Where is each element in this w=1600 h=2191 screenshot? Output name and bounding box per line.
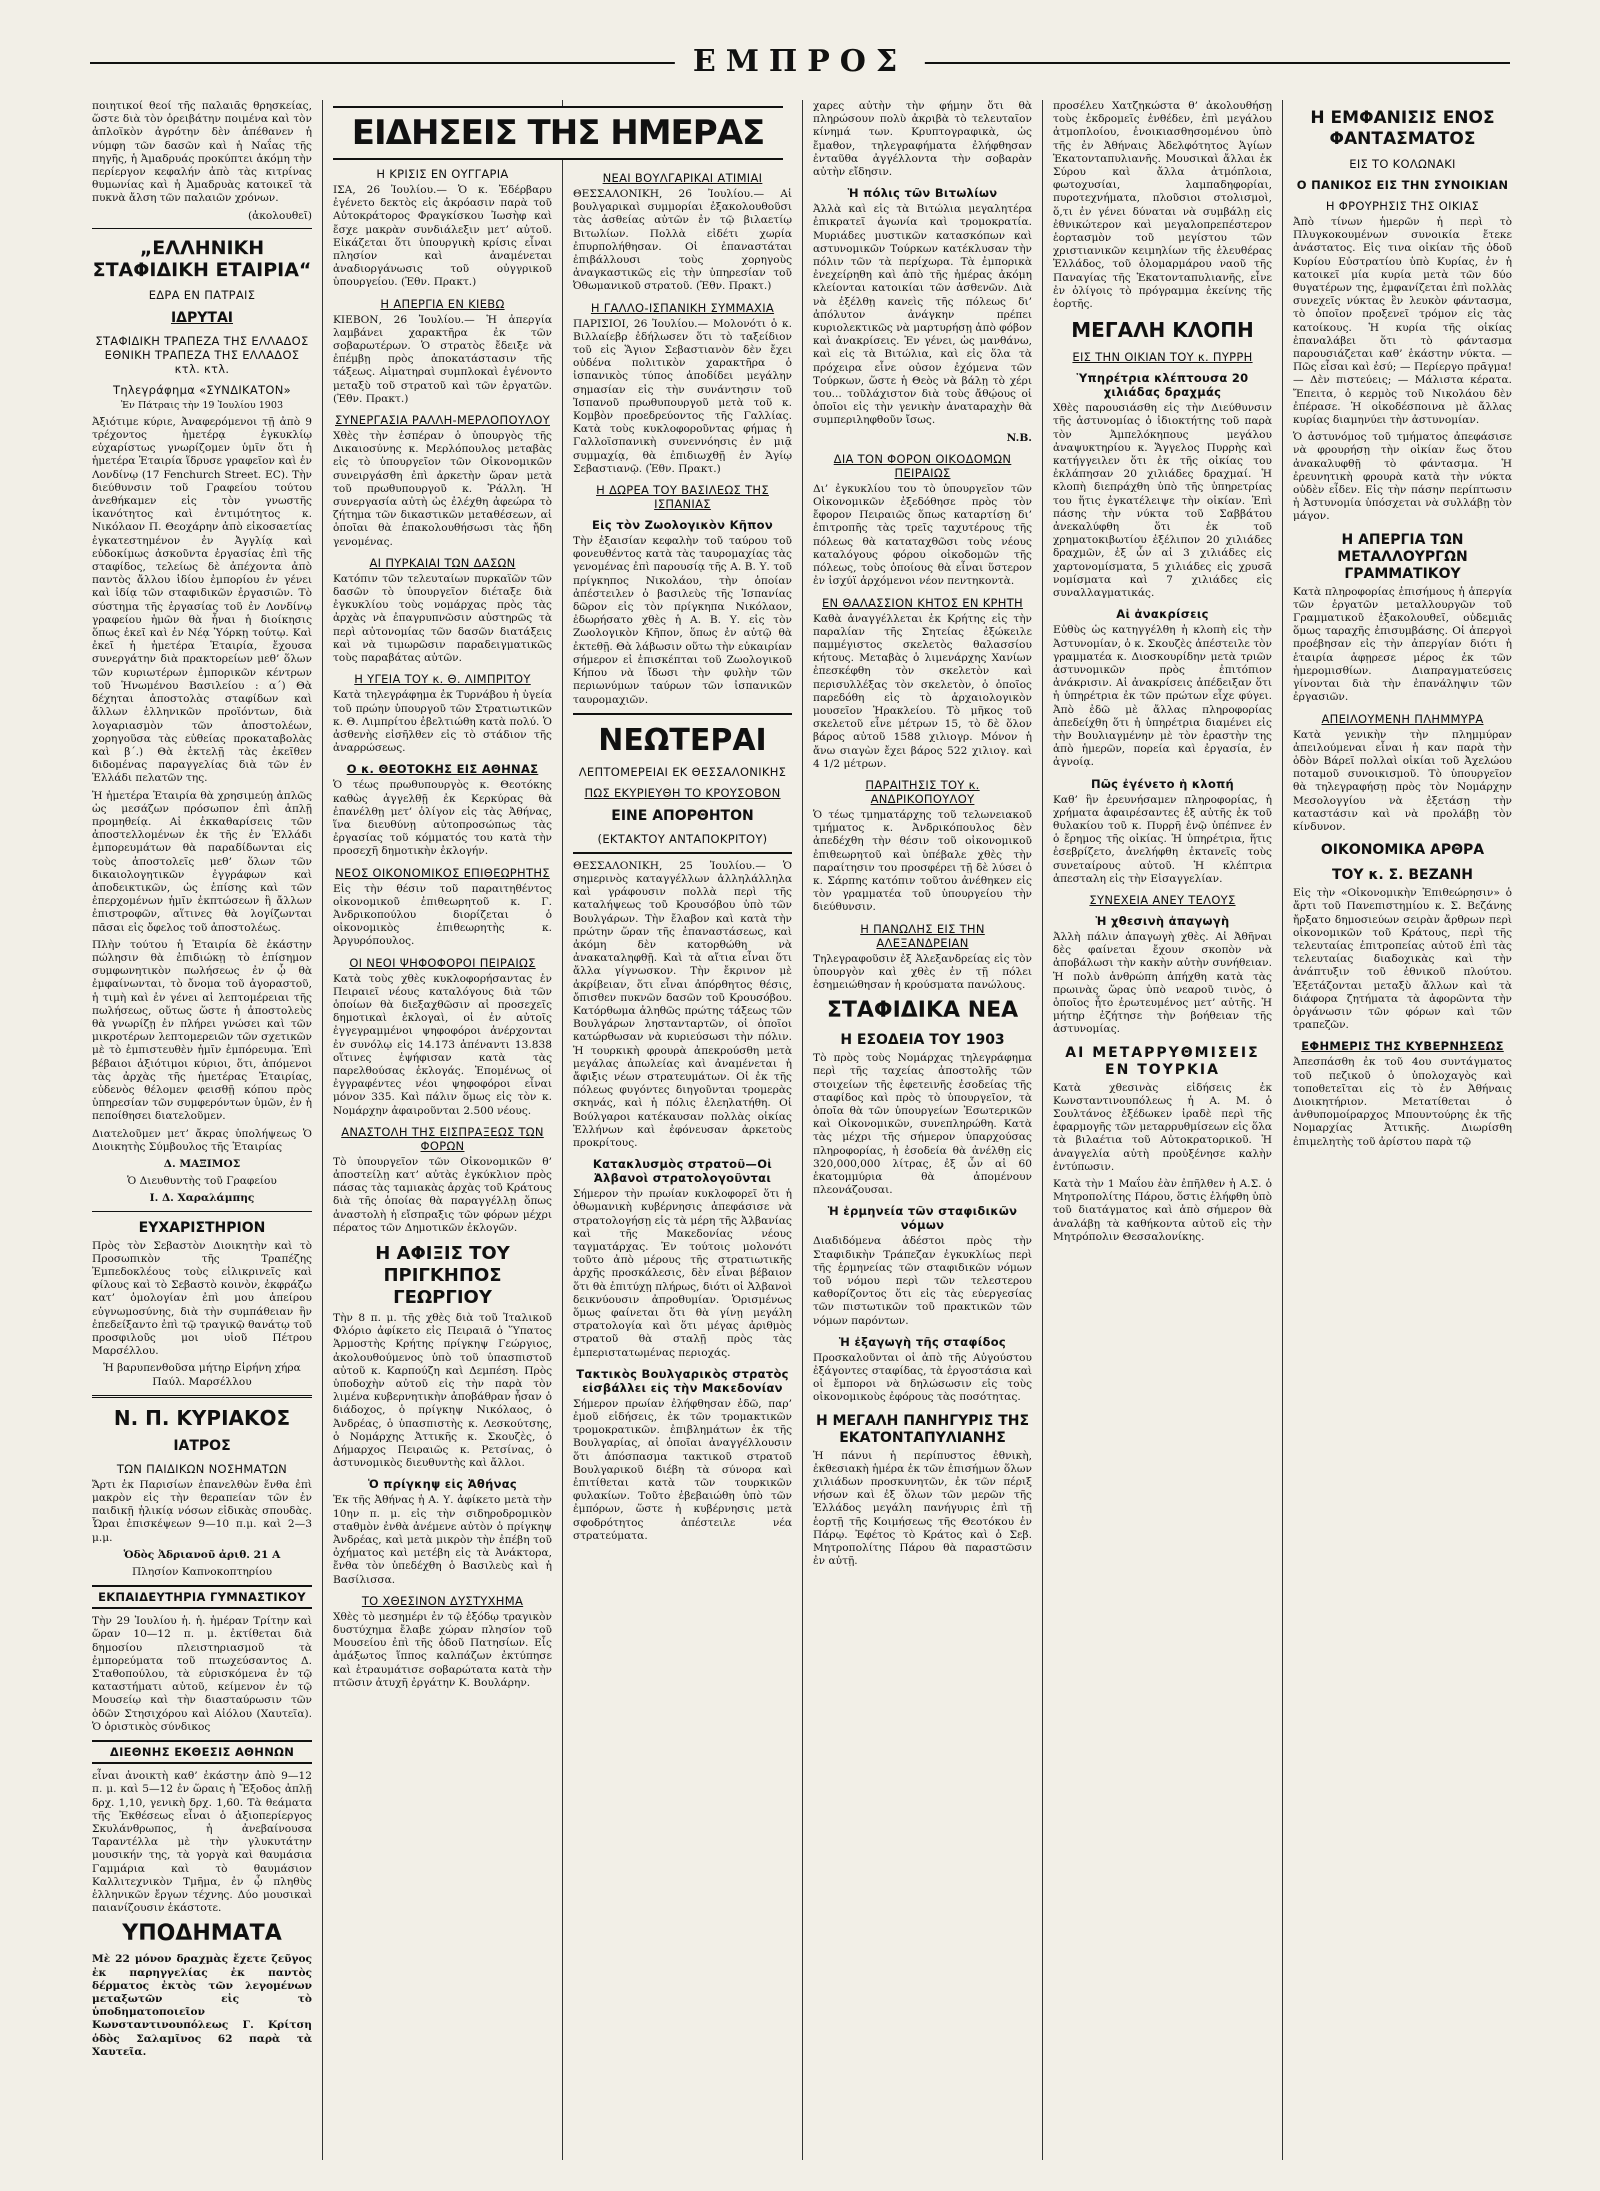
section-body: Καθ’ ἣν ἐρευνήσαμεν πληροφορίας, ἡ χρήματα ἀφαιρέσαντες ἐξ αὐτῆς ἐκ τοῦ θυλακίου τοῦ κ. Πυρρῆ ἐνῷ ὑπέπνεε ἐν ὁ ἔρημος τῆς οἰκίας. Ἡ ὑπηρέτρια, ἥτις ἐσεβρίζετο, ἀνελήφθη ἐκτανεῖς τοὺς συνεταίρους αὐτοῦ. Ἡ κλέπτρια ἀπεσταλη εἰς τὴν Εἰσαγγελίαν. bbox=[1053, 793, 1272, 885]
section-body: Σήμερον τὴν πρωίαν κυκλοφορεῖ ὅτι ἡ ὀθωμανικὴ κυβέρνησις ἀπεφάσισε νὰ στρατολογήσῃ εἰς τὰ μέρη τῆς Ἀλβανίας καὶ τῆς Μακεδονίας νέους ταγματάρχας. Ἐν τούτοις μολονότι τοῦτο ἀπὸ μέρους τῆς στρατιωτικῆς ἀρχῆς προσκάλεσις, δὲν εἶναι βέβαιον ὅτι θὰ ἐπιτύχῃ πλήρως, διότι οἱ Ἀλβανοὶ δεικνύουσιν ἀπροθυμίαν. Ὁρισμένως ὅμως φαίνεται ὅτι θὰ γίνῃ μεγάλη στρατολογία καὶ ὅτι μέγας ἀριθμὸς στρατοῦ θὰ σταλῇ πρὸς τὰς ἐμπεριστατωμένας περιοχάς. bbox=[573, 1188, 792, 1359]
section-subtitle: Τακτικὸς Βουλγαρικὸς στρατὸς εἰσβάλλει εἰς τὴν Μακεδονίαν bbox=[576, 1366, 789, 1395]
section-body: Χθὲς παρουσιάσθη εἰς τὴν Διεύθυνσιν τῆς ἀστυνομίας ὁ ἰδιοκτήτης τοῦ παρὰ τὸν Ἀμπελόκηπους μεγάλου ἀναψυκτηρίου κ. Ἄγγελος Πυρρὴς καὶ κατήγγειλεν ὅτι ἐκ τῆς οἰκίας του ἐκλάπησαν 20 χιλιάδες δραχμαί. Ἡ κλοπὴ διεπράχθη ὑπὸ τῆς ὑπηρετρίας του ἥτις ἐγκατέλειψε τὴν οἰκίαν. Ἐπὶ πάσης τὴν νύκτα τοῦ Σαββάτου ἀνεκαλύφθη ὅτι ἐκ τοῦ χρηματοκιβωτίου ἐξέλιπον 20 χιλιάδες δραχμῶν, ἐξ ὧν αἱ 3 χιλιάδες εἰς χαρτονομίσματα, 5 χιλιάδες εἰς χρυσᾶ νομίσματα καὶ 7 χιλιάδες εἰς συναλλαγματικάς. bbox=[1053, 402, 1272, 600]
divider bbox=[92, 228, 312, 229]
shoes-body: Μὲ 22 μόνον δραχμὰς ἔχετε ζεῦγος ἐκ παρηγγελίας ἐκ παντὸς δέρματος ἐκτὸς τῶν λεγομένων μεταξωτῶν εἰς τὸ ὑποδηματοποιεῖον Κωνσταντινουπόλεως Γ. Κρίτση ὁδὸς Σαλαμῖνος 62 παρὰ τὰ Χαυτεῖα. bbox=[92, 1953, 312, 2058]
continued-note: (ἀκολουθεῖ) bbox=[248, 209, 312, 222]
letter-close: Διατελοῦμεν μετ’ ἄκρας ὑπολήψεως Ὁ Διοικητὴς Σύμβουλος τῆς Ἑταιρίας bbox=[92, 1127, 312, 1153]
section-title: ΝΕΑΙ ΒΟΥΛΓΑΡΙΚΑΙ ΑΤΙΜΙΑΙ bbox=[602, 171, 763, 185]
section-title: ΔΙΑ ΤΟΝ ΦΟΡΟΝ ΟΙΚΟΔΟΜΩΝ ΠΕΙΡΑΙΩΣ bbox=[833, 451, 1012, 480]
section-subtitle: Ο ΠΑΝΙΚΟΣ ΕΙΣ ΤΗΝ ΣΥΝΟΙΚΙΑΝ bbox=[1296, 178, 1509, 192]
section-subtitle: Ἡ ἑρμηνεία τῶν σταφιδικῶν νόμων bbox=[827, 1204, 1018, 1233]
author-initials: N.B. bbox=[1006, 431, 1032, 444]
doctor-address: Ὁδὸς Ἀδριανοῦ ἀριθ. 21 Α bbox=[123, 1548, 281, 1561]
section-body: Εἰς τὴν «Οἰκονομικὴν Ἐπιθεώρησιν» ὁ ἄρτι τοῦ Πανεπιστημίου κ. Σ. Βεζάνης ἤρξατο δημοσιεύων σειρὰν ἄρθρων περὶ οἰκονομικῶν τοῦ Κράτους, περὶ τῆς τελευταίας ἐπιτροπείας αὐτοῦ ἐπὶ τὰς τελευταίας διαδοχικὰς καὶ τὴν ἀνάπτυξιν τοῦ ἐθνικοῦ πλούτου. Ἐξετάζονται μεταξὺ ἄλλων καὶ τὰ διάφορα ζητήματα τὰ ἀφορῶντα τὴν ὀργάνωσιν τῶν φόρων καὶ τῶν τραπεζῶν. bbox=[1293, 887, 1512, 1032]
section-body: Κατὰ τοὺς χθὲς κυκλοφορήσαντας ἐν Πειραιεῖ νέους καταλόγους διὰ τῶν ὁποίων θὰ διεξαχθῶσιν αἱ προσεχεῖς δημοτικαὶ ἐκλογαὶ, οἱ ἐν αὐτοῖς ἐγγεγραμμένοι ψηφοφόροι ἀνέρχονται ἐν συνόλῳ εἰς 14.173 ἀπέναντι 13.838 οἵτινες ἐψήφισαν κατὰ τὰς παρελθούσας ἐκλογάς. Ἐπομένως οἱ ἐγγραφέντες νέοι ψηφοφόροι εἶναι μόνον 335. Καὶ πάλιν ὅμως εἰς τὸν κ. Νομάρχην ἀφαιροῦνται 2.500 νέους. bbox=[333, 972, 552, 1117]
exhibition-body: εἶναι ἀνοικτὴ καθ’ ἑκάστην ἀπὸ 9—12 π. μ. καὶ 5—12 ἐν ὥραις ἡ Ἔξοδος ἀπλῇ δρχ. 1,10, γενικὴ δρχ. 1,60. Τὰ θεάματα τῆς Ἐκθέσεως εἶναι ὁ ἀξιοπερίεργος Σκυλάνθρωπος, ἡ ἀνεβαίνουσα Ταραντέλλα μὲ τὴν γλυκυτάτην μουσικήν της, τὰ γοργὰ καὶ θαυμάσια Γαμμάρια καὶ τὸ θαυμάσιον Καλλιτεχνικὸν Τμῆμα, ἐν ᾧ πληθὺς ἑλληνικῶν ἔργων τέχνης. Δύο μουσικαὶ παιανίζουσιν ἑκάστοτε. bbox=[92, 1770, 312, 1915]
section-body: Σήμερον πρωίαν ἐλήφθησαν ἐδῶ, παρ’ ἐμοῦ εἰδήσεις, ἐκ τῶν τρομακτικῶν τρομοκρατικῶν. ἐπιβλημάτων ἐκ τῆς Βουλγαρίας, αἱ ὁποῖαι ἀναγγέλλουσιν ὅτι ἀπόσπασμα τακτικοῦ στρατοῦ Βουλγαρικοῦ διέβη τὰ σύνορα καὶ ἐπιτίθεται κατὰ τῶν τουρκικῶν φυλακίων. Τοῦτο ἐβεβαιώθη ὑπὸ τῶν ἐμπόρων, ὥστε ἡ κυβέρνησις μετὰ σφοδρότητος ἀπέστειλε νέα στρατεύματα. bbox=[573, 1397, 792, 1542]
section-body: Προσκαλοῦνται οἱ ἀπὸ τῆς Αὐγούστου ἐξάγοντες σταφίδας, τὰ ἐργοστάσια καὶ οἱ ἔμποροι νὰ δηλώσωσιν εἰς τοὺς οἰκονομικοὺς ἐφόρους τὰς ποσότητας. bbox=[813, 1351, 1032, 1404]
latest-news-subtitle: ΛΕΠΤΟΜΕΡΕΙΑΙ ΕΚ ΘΕΣΣΑΛΟΝΙΚΗΣ bbox=[578, 764, 787, 779]
section-body: Ἀλλὴ πάλιν ἀπαγωγὴ χθὲς. Αἱ Ἀθῆναι δὲς φαίνεται ἔχουν σκοπὸν νὰ ἀποβάλωσι τὴν κακὴν αὐτὴν συνήθειαν. Ἡ πολὺ ἀνθρώπη ἀπήχθη κατὰ τὰς πρωινὰς ὥρας ὑπὸ νεαροῦ τινὸς, ὁ ὁποῖος ἦτο ἐρωτευμένος μετ’ αὐτῆς. Ἡ μήτηρ ἐζήτησε τὴν βοήθειαν τῆς ἀστυνομίας. bbox=[1053, 930, 1272, 1036]
main-headline: ΕΙΔΗΣΕΙΣ ΤΗΣ ΗΜΕΡΑΣ bbox=[333, 106, 783, 160]
section-body: Κατὰ γενικὴν τὴν πλημμύραν ἀπειλούμεναι εἶναι ἡ καν παρὰ τὴν ὁδὸν Βάρεῖ πολλαὶ οἰκίαι τοῦ Ἀχελώου ποταμοῦ συνοικισμοῦ. Τὸ ὑπουργεῖον θὰ τηλεγραφήσῃ πρὸς τὸν Νομάρχην Μεσολογγίου νὰ ἐξετάσῃ τὴν καταστάσιν καὶ νὰ προλάβῃ τὸν κίνδυνον. bbox=[1293, 728, 1512, 833]
doctor-name: Ν. Π. ΚΥΡΙΑΚΟΣ bbox=[113, 1405, 291, 1430]
column-3 bbox=[562, 100, 802, 2160]
section-subtitle: Ἡ πόλις τῶν Βιτωλίων bbox=[847, 186, 998, 201]
auction-title: ΕΚΠΑΙΔΕΥΤΗΡΙΑ ΓΥΜΝΑΣΤΙΚΟΥ bbox=[92, 1585, 312, 1609]
signer-2-role: Ὁ Διευθυντὴς τοῦ Γραφείου bbox=[127, 1175, 277, 1188]
latest-news-title: ΝΕΩΤΕΡΑΙ bbox=[598, 722, 767, 758]
latest-news-source: (ΕΚΤΑΚΤΟΥ ΑΝΤΑΠΟΚΡΙΤΟΥ) bbox=[597, 831, 768, 846]
section-body: Κατὰ τηλεγράφημα ἐκ Τυρνάβου ἡ ὑγεία τοῦ πρώην ὑπουργοῦ τῶν Στρατιωτικῶν κ. Θ. Λιμπρίτου ἐβελτιώθη κατὰ πολύ. Ὁ ἀσθενὴς εἰσῆλθεν εἰς τὸ στάδιον τῆς ἀναρρώσεως. bbox=[333, 689, 552, 755]
telegram-title: Τηλεγράφημα «ΣΥΝΔΙΚΑΤΟΝ» bbox=[113, 382, 291, 397]
latest-news-subtitle: ΕΙΝΕ ΑΠΟΡΘΗΤΟΝ bbox=[611, 807, 754, 824]
section-body: Ἡ πάνυι ἡ περίπυστος ἐθνικὴ, ἐκθεσιακὴ ἡμέρα ἐκ τῶν ἐπισήμων ὅλων χιλιάδων προσκυνητῶν, ἐκ τῶν πέριξ νήσων καὶ ἐξ ὅλων τῶν μερῶν τῆς Ἑλλάδος μεγάλη πανήγυρις ἐπὶ τῇ ἑορτῇ τῆς Κοιμήσεως τῆς Θεοτόκου ἐν Πάρῳ. Ἐφέτος τὸ Κράτος καὶ ὁ Σεβ. Μητροπολίτης Πάρου θὰ παραστῶσιν ἐν αὐτῇ. bbox=[813, 1449, 1032, 1568]
section-title: ΕΦΗΜΕΡΙΣ ΤΗΣ ΚΥΒΕΡΝΗΣΕΩΣ bbox=[1301, 1039, 1504, 1054]
column-4 bbox=[802, 100, 1042, 2160]
section-title: ΟΙΚΟΝΟΜΙΚΑ ΑΡΘΡΑ bbox=[1320, 842, 1485, 859]
doctor-specialty: ΤΩΝ ΠΑΙΔΙΚΩΝ ΝΟΣΗΜΑΤΩΝ bbox=[116, 1461, 288, 1476]
letter-body: Ἀξιότιμε κύριε, Ἀναφερόμενοι τῇ ἀπὸ 9 τρέχοντος ἡμετέρᾳ ἐγκυκλίῳ εὐχαρίστως γνωρίζομεν ὑμῖν ὅτι ἡ ἡμετέρα Ἑταιρία ἵδρυσε γραφεῖον καὶ ἐν Λονδίνῳ (17 Fenchurch Street. EC). Τὴν διεύθυνσιν τοῦ Γραφείου τούτου ἀνεθήκαμεν εἰς τὸν γνωστῆς ἱκανότητος καὶ ἐντιμότητος κ. Νικόλαον Π. Θεοχάρην ἀπὸ εἰκοσαετίας ἐγκατεστημένον ἐν Ἀγγλίᾳ καὶ εὐδοκίμως ἀσκοῦντα ἐργασίας ἐπὶ τῆς σταφίδος, τελείως δὲ ἀπέχοντα ἀπὸ παντὸς ἄλλου ἰδίου ἐμπορίου ἐν γένει καὶ ἰδίᾳ τῶν σταφιδικῶν ἐργασιῶν. Τὸ σύστημα τῆς ἐργασίας τοῦ ἐν Λονδίνῳ γραφείου ἡμῶν θὰ ἦναι ἡ διοίκησις ὅπως ἐκεῖ καὶ ἐν Νέᾳ Ὑόρκῃ τούτῳ. Καὶ ἐκεῖ ἡ ἡμετέρα Ἑταιρία, ἔχουσα συνεργάτην διὰ πρακτορείων μεθ’ ὅλων τῶν κυριωτέρων ἐμπορικῶν κέντρων τοῦ Ἡνωμένου Βασιλείου : α΄) Θὰ δέχηται ἀποστολὰς σταφίδων καὶ ἄλλων ἑλληνικῶν προϊόντων, διὰ λογαριασμὸν τῶν ἀποστολέων, χορηγοῦσα τὰς εὐθείας προκαταβολὰς καὶ β΄.) Θὰ ἐκτελῇ τὰς ἐκεῖθεν διδομένας παραγγελίας διὰ τῶν ἐν Ἑλλάδι πελατῶν της. bbox=[92, 415, 312, 785]
telegram-date: Ἐν Πάτραις τὴν 19 Ἰουλίου 1903 bbox=[120, 399, 284, 411]
section-subtitle: Πῶς ἐγένετο ἡ κλοπή bbox=[1090, 776, 1235, 791]
divider bbox=[92, 1211, 312, 1212]
section-body: Εὐθὺς ὡς κατηγγέλθη ἡ κλοπὴ εἰς τὴν Ἀστυνομίαν, ὁ κ. Σκουζὲς ἀπέστειλε τὸν γραμματέα κ. Διοσκουρίδην μετὰ τριῶν ἀστυνομικῶν πρὸς ἐπιτόπιον ἀνάκρισιν. Αἱ ἀνακρίσεις ἀπέδειξαν ὅτι ἡ ὑπηρέτρια ἐκ τῶν πρώτων εἶχε φύγει. Ἀπὸ ἐδῶ μὲ ἄλλας πληροφορίας ἀπεδείχθη ὅτι ἡ ὑπηρέτρια διαμένει εἰς τὴν Βουλιαγμένην μὲ τὸν ἐραστὴν της ἀπὸ ἡμερῶν, πορεία καὶ ἐργασία, ἐν ἀγνοίᾳ. bbox=[1053, 624, 1272, 769]
section-title: ΣΤΑΦΙΔΙΚΑ ΝΕΑ bbox=[826, 998, 1019, 1024]
section-title: ΣΥΝΕΧΕΙΑ ΑΝΕΥ ΤΕΛΟΥΣ bbox=[1089, 892, 1236, 907]
masthead bbox=[90, 38, 1510, 98]
section-title: ΤΟ ΧΘΕΣΙΝΟΝ ΔΥΣΤΥΧΗΜΑ bbox=[361, 1593, 524, 1608]
section-body: Δι’ ἐγκυκλίου του τὸ ὑπουργεῖον τῶν Οἰκονομικῶν ἐξεδόθησε πρὸς τὸν ἔφορον Πειραιῶς ὅπως καταρτίσῃ δι’ ἐπιτροπῆς τὰς τρεῖς ταχυτέρους τῆς πόλεως θὰ καταταχθῶσι τοὺς νέους καταλόγους φόρου οἰκοδομῶν τῆς πόλεως, τοὺς ὁποίους θὰ εἶναι ὕστερον ἐν ἰσχύϊ ἀρχόμενοι νέον πεντηκοντὰ. bbox=[813, 482, 1032, 588]
section-title: Η ΑΠΕΡΓΙΑ ΕΝ ΚΙΕΒΩ bbox=[380, 296, 505, 311]
divider bbox=[92, 1395, 312, 1398]
section-body: ΙΣΑ, 26 Ἰουλίου.— Ὁ κ. Ἐδέρβαρυ ἐγένετο δεκτὸς εἰς ἀκρόασιν παρὰ τοῦ Αὐτοκράτορος Φραγκίσκου Ἰωσὴφ καὶ ἔσχε μακρὰν συνδιάλεξιν μετ’ αὐτοῦ. Εἰκάζεται ὅτι ὑπουργικὴ κρίσις εἶναι πλησίον καὶ ἀναμένεται ἀναδιοργάνωσις τοῦ οὐγγρικοῦ ὑπουργείου. (Ἐθν. Πρακτ.) bbox=[333, 184, 552, 289]
section-title: ΣΥΝΕΡΓΑΣΙΑ ΡΑΛΛΗ-ΜΕΡΛΟΠΟΥΛΟΥ bbox=[335, 413, 550, 428]
section-title: ΝΕΟΣ ΟΙΚΟΝΟΜΙΚΟΣ ΕΠΙΘΕΩΡΗΤΗΣ bbox=[335, 865, 550, 880]
company-seat: ΕΔΡΑ ΕΝ ΠΑΤΡΑΙΣ bbox=[148, 287, 256, 302]
latest-news-box bbox=[573, 713, 792, 854]
exhibition-title: ΔΙΕΘΝΗΣ ΕΚΘΕΣΙΣ ΑΘΗΝΩΝ bbox=[92, 1740, 312, 1764]
columns bbox=[82, 100, 1522, 2160]
section-body: ΘΕΣΣΑΛΟΝΙΚΗ, 25 Ἰουλίου.— Ὁ σημερινὸς καταγγέλλων ἀλληλάλληλα καὶ γράφουσιν πολλὰ περὶ τῆς καταλήψεως τοῦ Κρουσόβου ὑπὸ τῶν Βουλγάρων. Τὴν ἔλαβον καὶ κατὰ τὴν πρώτην ὥραν τῆς ἐπαναστάσεως, καὶ ἀκόμη δὲν κατορθώθη νὰ ἀνακαταληφθῇ. Καὶ τὰ αἴτια εἶναι ὅτι ἄλλα γίγνωσκον. Τὴν ἔκρινον μὲ ἀκρίβειαν, ὅτι εἶναι ἀπόρθητος θέσις, ὄπισθεν πυκνῶν δασῶν τοῦ Κρουσόβου. Κατόρθωμα ἀληθῶς πρώτης τάξεως τῶν Βουλγάρων ληστανταρτῶν, οἱ ὁποῖοι κατώρθωσαν νὰ κυριεύσωσι τὴν πόλιν. Ἡ τουρκικὴ φρουρὰ ἀπεκρούσθη μετὰ μεγάλας ἀπωλείας καὶ ἀναμένεται ἡ ἄφιξις νέων στρατευμάτων. Οἱ ἐκ τῆς πόλεως φυγόντες διηγοῦνται τρομερὰς σκηνάς, καὶ ἡ πόλις ἐλεηλατήθη. Οἱ Βούλγαροι κατέκαυσαν πολλὰς οἰκίας Ἑλλήνων καὶ ἐφόνευσαν ἀρκετοὺς προκρίτους. bbox=[573, 859, 792, 1149]
section-title: Η ΚΡΙΣΙΣ ΕΝ ΟΥΓΓΑΡΙΑ bbox=[376, 167, 509, 181]
section-body: Τὴν ἐξαισίαν κεφαλὴν τοῦ ταύρου τοῦ φονευθέντος κατὰ τὰς ταυρομαχίας τὰς γενομένας ἐπὶ παρουσίᾳ τῆς Α. Β. Υ. τοῦ πρίγκηπος Νικολάου, τὴν ὁποίαν ἀπέστειλεν ὁ βασιλεὺς τῆς Ἰσπανίας δῶρον εἰς τὸν πρίγκηπα Νικόλαον, ἐδωρήσατο χθὲς ἡ Α. Β. Υ. εἰς τὸν Ζωολογικὸν Κῆπον, ὅπως ἐν αὐτῷ θὰ ἐκτεθῇ. Θὰ λάβωσιν οὕτω τὴν εὐκαιρίαν σήμερον εἰ ἐπισκέπται τοῦ Ζωολογικοῦ Κήπου νὰ ἴδωσι τὴν φυλὴν τῶν περιωνύμων ταύρων τῶν ἰσπανικῶν ταυρομαχιῶν. bbox=[573, 535, 792, 706]
section-title: ΕΝ ΘΑΛΑΣΣΙΟΝ ΚΗΤΟΣ ΕΝ ΚΡΗΤΗ bbox=[821, 595, 1024, 610]
section-body: Κατὰ χθεσινὰς εἰδήσεις ἐκ Κωνσταντινουπόλεως ἡ Α. Μ. ὁ Σουλτάνος ἐξέδωκεν ἰραδὲ περὶ τῆς ἐφαρμογῆς τῶν μεταρρυθμίσεων εἰς ὅλα τὰ βιλαέτια τοῦ Αὐτοκρατορικοῦ. Ἡ ἀναγγελία αὐτὴ προὐξένησε καλὴν ἐντύπωσιν. bbox=[1053, 1081, 1272, 1173]
section-body: ΚΙΕΒΟΝ, 26 Ἰουλίου.— Ἡ ἀπεργία λαμβάνει χαρακτῆρα ἐκ τῶν σοβαρωτέρων. Ὁ στρατὸς ἔδειξε νὰ ἐπέμβῃ πρὸς ἀποκατάστασιν τῆς τάξεως. Αἱματηραὶ συμπλοκαὶ ἐγένοντο μεταξὺ τοῦ στρατοῦ καὶ τῶν ἐργατῶν. (Ἐθν. Πρακτ.) bbox=[333, 313, 552, 405]
section-subtitle: Η ΦΡΟΥΡΗΣΙΣ ΤΗΣ ΟΙΚΙΑΣ bbox=[1325, 199, 1480, 213]
section-subtitle: Κατακλυσμὸς στρατοῦ—Οἱ Ἀλβανοὶ στρατολογοῦνται bbox=[592, 1157, 773, 1186]
section-title: Η ΠΑΝΩΛΗΣ ΕΙΣ ΤΗΝ ΑΛΕΞΑΝΔΡΕΙΑΝ bbox=[860, 921, 985, 950]
doctor-body: Ἄρτι ἐκ Παρισίων ἐπανελθὼν ἔνθα ἐπὶ μακρὸν εἰς τὴν θεραπείαν τῶν ἐν παιδικῇ ἡλικίᾳ νόσων εἰδικὰς σπουδὰς. Ὧραι ἐπισκέψεων 9—10 π.μ. καὶ 2—3 μ.μ. bbox=[92, 1478, 312, 1544]
section-title: Η ΥΓΕΙΑ ΤΟΥ κ. Θ. ΛΙΜΠΡΙΤΟΥ bbox=[354, 672, 531, 687]
masthead-title: ΕΜΠΡΟΣ bbox=[675, 44, 925, 79]
latest-news-subtitle: ΠΩΣ ΕΚΥΡΙΕΥΘΗ ΤΟ ΚΡΟΥΣΟΒΟΝ bbox=[584, 785, 781, 800]
section-body: Εἰς τὴν θέσιν τοῦ παραιτηθέντος οἰκονομικοῦ ἐπιθεωρητοῦ κ. Γ. Ἀνδρικοπούλου διορίζεται ὁ οἰκονομικὸς ἐπιθεωρητὴς κ. Ἀργυρόπουλος. bbox=[333, 882, 552, 948]
section-title: Η ΜΕΓΑΛΗ ΠΑΝΗΓΥΡΙΣ ΤΗΣ ΕΚΑΤΟΝΤΑΠΥΛΙΑΝΗΣ bbox=[815, 1412, 1030, 1446]
section-subtitle: Ὁ πρίγκηψ εἰς Ἀθήνας bbox=[367, 1477, 518, 1492]
section-title: ΑΠΕΙΛΟΥΜΕΝΗ ΠΛΗΜΜΥΡΑ bbox=[1321, 711, 1484, 726]
section-title: Η ΓΑΛΛΟ-ΙΣΠΑΝΙΚΗ ΣΥΜΜΑΧΙΑ bbox=[590, 300, 775, 315]
founders-title: ΙΔΡΥΤΑΙ bbox=[170, 309, 234, 326]
section-body: Ὁ τέως τμηματάρχης τοῦ τελωνειακοῦ τμήματος κ. Ἀνδρικόπουλος δὲν ἀπεδέχθη τὴν θέσιν τοῦ οἰκονομικοῦ ἐπιθεωρητοῦ καὶ ὑπέβαλε χθὲς τὴν παραίτησιν του προσφέρει τῇ δὲ λύσει ὁ κ. Σάρπης κατόπιν τοῦτου ἀνέθηκεν εἰς τὸν γραμματέα τοῦ ὑπουργείου τὴν διεύθυνσιν. bbox=[813, 808, 1032, 914]
section-body: Καθὰ ἀναγγέλλεται ἐκ Κρήτης εἰς τὴν παραλίαν τῆς Σητείας ἐξώκειλε παμμέγιστος σκελετὸς θαλασσίου κήτους. Μεταβὰς ὁ λιμενάρχης Χανίων ἐπεσκέφθη τὸν σκελετὸν καὶ περισυλλέξας τὸν σκελετὸν, ὁ ὁποῖος παρεδόθη εἰς τὸ ἀρχαιολογικὸν μουσεῖον Ἡρακλείου. Τὸ μῆκος τοῦ σκελετοῦ εἶνε μέτρων 15, τὸ δὲ ὅλον βάρος αὐτοῦ 1588 χιλιογρ. Μόνον ἡ ἄνω σιαγὼν ἔχει βάρος 522 χιλιογ. καὶ 4 1/2 μέτρων. bbox=[813, 612, 1032, 770]
section-body: χαρες αὐτὴν τὴν φήμην ὅτι θὰ πληρώσουν πολὺ ἀκριβὰ τὸ τελευταῖον κίνημά των. Κρυπτογραφικὰ, ὡς ἔμαθον, τηλεγραφήματα ἐλήφθησαν ἐνταῦθα ἀγγέλλοντα τὴν σοβαρὰν αὐτὴν εἴδησιν. bbox=[813, 100, 1032, 179]
column-5 bbox=[1042, 100, 1282, 2160]
thanks-title: ΕΥΧΑΡΙΣΤΗΡΙΟΝ bbox=[138, 1219, 266, 1236]
section-subtitle: Ἡ ἐξαγωγὴ τῆς σταφίδος bbox=[838, 1334, 1007, 1349]
section-body: προσέλευ Χατζηκώστα θ’ ἀκολουθήσῃ τοὺς ἐκδρομεῖς ἐνθέδεν, ἐπὶ μεγάλου ἀτμοπλοίου, ἐνοικιασθησομένου ὑπὸ τῆς ἐν Ἀθήναις Ἀδελφότητος Ἁγίων Ἑκατονταπυλιανῆς. Μουσικαὶ ἄλλαι ἐκ Σύρου καὶ ἄλλα ἀτμόπλοια, φωτοχυσίαι, λαμπαδηφορίαι, πυροτεχνήματα, πλοῦσιοι στολισμοὶ, ὅ,τι ἐν γένει δύναται νὰ συμβάλῃ εἰς ἐθνικώτερον καὶ μεγαλοπρεπέστερον ἑορτασμὸν τοῦ μεγίστου τῶν χριστιανικῶν κειμηλίων τῆς ἐλευθέρας Ἑλλάδος, τοῦ ὁλομαρμάρου ναοῦ τῆς Παναγίας τῆς Ἑκατονταπυλιανῆς, εἶνε ἐν ὀλίγοις τὸ πρόγραμμα ἐκείνης τῆς ἑορτῆς. bbox=[1053, 100, 1272, 311]
section-title: Η ΔΩΡΕΑ ΤΟΥ ΒΑΣΙΛΕΩΣ ΤΗΣ ΙΣΠΑΝΙΑΣ bbox=[596, 483, 769, 512]
section-body: Ὁ τέως πρωθυπουργὸς κ. Θεοτόκης καθὼς ἀγγελθῇ ἐκ Κερκύρας θὰ ἐπανέλθῃ μετ’ ὀλίγον εἰς τὰς Ἀθήνας, ἵνα διευθύνῃ αὐτοπροσώπως τὰς ἐργασίας τοῦ κόμματός του κατὰ τὴν προσεχῆ δημοτικὴν ἐκλογήν. bbox=[333, 779, 552, 858]
doctor-address-2: Πλησίον Καπνοκοπτηρίου bbox=[131, 1566, 273, 1579]
section-body: Τὸ πρὸς τοὺς Νομάρχας τηλεγράφημα περὶ τῆς ταχείας ἀποστολῆς τῶν στοιχείων τῆς ἐφετεινῆς ἐσοδείας τῆς σταφίδος καὶ πρὸς τὸ ὑπουργεῖον, τὰ ὁποῖα θὰ τῶν ὑπουργείων Ἐσωτερικῶν καὶ Οἰκονομικῶν, συνεπληρώθη. Κατὰ τὰς μέχρι τῆς σήμερον ὑπαρχούσας πληροφορίας, ἡ ἐσοδεία θὰ ἀνέλθῃ εἰς 320,000,000 λίτρας, ἐξ ὧν αἱ 60 ἑκατομμύρια θὰ ἀπομένουν πλεονάζουσαι. bbox=[813, 1052, 1032, 1197]
auction-body: Τὴν 29 Ἰουλίου ἡ. ἡ. ἡμέραν Τρίτην καὶ ὥραν 10—12 π. μ. ἐκτίθεται διὰ δημοσίου πλειστηριασμοῦ τὰ ἐμπορεύματα τοῦ πτωχεύσαντος Δ. Σταθοπούλου, τὰ εὑρισκόμενα ἐν τῷ καταστήματι αὐτοῦ, κείμενον ἐν τῷ Μουσείῳ καὶ τὴν διασταύρωσιν τῶν ὁδῶν Στησιχόρου καὶ Αἰόλου (Χαυτεῖα). Ὁ ὁριστικὸς σύνδικος bbox=[92, 1615, 312, 1733]
section-body: Ἀπεσπάσθη ἐκ τοῦ 4ου συντάγματος τοῦ πεζικοῦ ὁ ὑπολοχαγὸς καὶ τοποθετεῖται εἰς τὸ ἐν Ἀθήναις Διοικητήριον. Μετατίθεται ὁ ἀνθυπομοίραρχος Μπουντούρης ἐκ τῆς Νομαρχίας Ἀττικῆς. Διωρίσθη ἐπιμελητὴς τοῦ ἀρίστου παρὰ τῷ bbox=[1293, 1056, 1512, 1148]
section-title: ΠΑΡΑΙΤΗΣΙΣ ΤΟΥ κ. ΑΝΔΡΙΚΟΠΟΥΛΟΥ bbox=[865, 777, 980, 806]
section-body: Ἐκ τῆς Ἀθήνας ἡ Α. Υ. ἀφίκετο μετὰ τὴν 10ην π. μ. εἰς τὴν σιδηροδρομικὸν σταθμὸν ἐνθὰ ἀνέμενε αὐτὸν ὁ πρίγκηψ Ἀνδρέας, καὶ μετὰ μικρὸν τὴν ἐπέβη τοῦ ὀχήματος καὶ μετέβη εἰς τὰ Ἀνάκτορα, ἔνθα τὸν ὑπεδέχθη ὁ Βασιλεὺς καὶ ἡ Βασίλισσα. bbox=[333, 1494, 552, 1586]
letter-body-2: Ἡ ἡμετέρα Ἑταιρία θὰ χρησιμεύῃ ἁπλῶς ὡς μεσάζων πρόσωπον ἐπὶ ἁπλῇ προμηθείᾳ. Αἱ ἐκκαθαρίσεις τῶν ἀποστελλομένων ἐκ τῆς ἐν Ἑλλάδι ἐμπορευμάτων θὰ παραδίδωνται εἰς τοὺς ἀποστολεῖς μεθ’ ὅλων τῶν δικαιολογητικῶν ἐγγράφων καὶ ἀποδεικτικῶν, ὡς ἐπίσης καὶ τῶν ἐπερχομένων ἡμῖν ἐκπτώσεων ἢ ἄλλων ἐπιστροφῶν, αἵτινες θὰ λογίζωνται πᾶσαι εἰς ὄφελος τοῦ ἀποστολέως. bbox=[92, 789, 312, 934]
column-1 bbox=[82, 100, 322, 2160]
section-title: Ο κ. ΘΕΟΤΟΚΗΣ ΕΙΣ ΑΘΗΝΑΣ bbox=[346, 762, 539, 777]
section-body: Ἀλλὰ καὶ εἰς τὰ Βιτώλια μεγαλητέρα ἐπικρατεῖ ἀγωνία καὶ τρομοκρατία. Μυριάδες μυστικῶν κατασκόπων καὶ αστυνομικῶν Τούρκων κατέκλυσαν τὴν πόλιν τῶν τὰ περίχωρα. Τὰ ἐμπορικὰ ἐνεχείρηθη καὶ ἀπὸ τῆς ἡμέρας ἀκόμη κλείονται κατοικίαι τῶν ἀσθενῶν. Διὰ νὰ ἐξέλθῃ κανεὶς τῆς πόλεως δι’ ἀπόλυτον ἀνάγκην πρέπει κυριολεκτικῶς νὰ μαρτυρήσῃ ἀπὸ φόβον καὶ ἀνακρίσεις. Ἐν γένει, ὡς μανθάνω, καὶ εἰς τὰ Βιτώλια, καὶ εἰς ὅλα τὰ πρόχειρα εἶνε οὐσον ἐχόμενα τῶν Τούρκων, ὥστε ἡ Θεὸς νὰ βάλῃ τὸ χέρι του... τοῦλάχιστον διὰ τοὺς ἄθῴους οἱ ὁποῖοι εἰς τὴν γενικὴν ἀναταραχὴν θὰ συμπεριληφθοῦν ἴσως. bbox=[813, 203, 1032, 427]
section-body: Κατὰ πληροφορίας ἐπισήμους ἡ ἀπεργία τῶν ἐργατῶν μεταλλουργῶν τοῦ Γραμματικοῦ ἐξακολουθεῖ, οὐδεμιᾶς ὅμως ταραχῆς ἐπισυμβάσης. Οἱ ἀπεργοὶ προέβησαν εἰς τὴν ἀπεργίαν διότι ἡ ἑταιρία ἀφῃρεσε μέρος ἐκ τῶν ἡμερομισθίων. Διαπραγματεύσεις γίνονται διὰ τὴν ἐπανάληψιν τῶν ἐργασιῶν. bbox=[1293, 585, 1512, 704]
section-subtitle: Αἱ ἀνακρίσεις bbox=[1116, 607, 1209, 622]
section-body: Τὴν 8 π. μ. τῆς χθὲς διὰ τοῦ Ἰταλικοῦ Φλόριο ἀφίκετο εἰς Πειραιᾶ ὁ Ὕπατος Ἁρμοστὴς Κρήτης πρίγκηψ Γεώργιος, ἀκολουθούμενος ὑπὸ τοῦ ὑπασπιστοῦ αὐτοῦ κ. Καρπούζη καὶ Δεμπέση. Πρὸς ὑποδοχὴν αὐτοῦ εἰς τὴν παρὰ τὸν λιμένα κυβερνητικὴν ἀποβάθραν ἦσαν ὁ διάδοχος, ὁ πρίγκηψ Νικόλαος, ὁ Ἀνδρέας, ὁ ὑπασπιστὴς κ. Λεσκούτσης, ὁ Νομάρχης Ἀττικῆς κ. Σκουζὲς, ὁ Δήμαρχος Πειραιῶς κ. Ρετσίνας, ὁ ἀστυνομικὸς διευθυντὴς καὶ ἄλλοι. bbox=[333, 1312, 552, 1470]
section-body: Τὸ ὑπουργεῖον τῶν Οἰκονομικῶν θ’ ἀποστείλῃ κατ’ αὐτὰς ἐγκύκλιον πρὸς πάσας τὰς ταμιακὰς ἀρχὰς τοῦ Κράτους διὰ τῆς ὁποίας θὰ παραγγέλλῃ ὅπως ἀναστολὴ ἡ εἴσπραξις τῶν φόρων μέχρι πέρατος τῶν Δημοτικῶν ἐκλογῶν. bbox=[333, 1155, 552, 1234]
section-body: Ὁ ἀστυνόμος τοῦ τμήματος ἀπεφάσισε νὰ φρουρήσῃ τὴν οἰκίαν ἕως ὅτου ἀνακαλυφθῇ τὸ φάντασμα. Ἡ ἐρευνητικὴ φρουρὰ κατὰ τὴν νύκτα οὐδὲν εἶδεν. Εἰς τὴν πάσην περίπτωσιν ἡ Ἀστυνομία ὑπόσχεται νὰ συλλάβῃ τὸν μάγον. bbox=[1293, 431, 1512, 523]
letter-body-3: Πλὴν τούτου ἡ Ἑταιρία δὲ ἐκάστην πώλησιν θὰ ἐπιδιώκῃ τὸ ἐπίσημον συμφωνητικὸν πωλήσεως ἐν ᾧ θὰ ἐμφαίνωνται, τὸ ὄνομα τοῦ ἀγοραστοῦ, ἡ τιμὴ καὶ ἐν γένει αἱ λεπτομέρειαι τῆς πωλήσεως, οὕτως ὥστε ἡ ἀποστολεὺς θὰ γνωρίζῃ ἐν πλήρει γνώσει καὶ τῶν μικροτέρων λεπτομερειῶν τῶν σχετικῶν μὲ τὸ ἐμπιστευθὲν ἡμῖν ἐμπόρευμα. Ἐπὶ βέβαιοι ἀξιότιμοι κύριοι, ὅτι, ἀπόμενοι τὰς ἀρχὰς τῆς ἡμετέρας Ἑταιρίας, εὐδενὸς θέλομεν φεισθῇ κόπου πρὸς ὑπηρεσίαν τῶν συμφερόντων ὑμῶν, ἐν ἡ πεποίθησει διατελοῦμεν. bbox=[92, 938, 312, 1123]
section-subtitle: Εἰς τὸν Ζωολογικὸν Κῆπον bbox=[592, 518, 773, 533]
founders: ΣΤΑΦΙΔΙΚΗ ΤΡΑΠΕΖΑ ΤΗΣ ΕΛΛΑΔΟΣ ΕΘΝΙΚΗ ΤΡΑΠΕΖΑ ΤΗΣ ΕΛΛΑΔΟΣ κτλ. κτλ. bbox=[95, 333, 309, 376]
section-body: Χθὲς τὸ μεσημέρι ἐν τῷ ἐξόδῳ τραγικὸν δυστύχημα ἔλαβε χώραν πλησίον τοῦ Μουσείου ἐπὶ τῆς ὁδοῦ Πατησίων. Εἷς ἀμάξωτος ἵππος καλπάζων ἐκτύπησε καὶ ἐτραυμάτισε σοβαρώτατα κατὰ τὴν πτῶσιν ἀτυχῆ ἐργάτην Κ. Βουλάρην. bbox=[333, 1610, 552, 1689]
section-title: Η ΑΠΕΡΓΙΑ ΤΩΝ ΜΕΤΑΛΛΟΥΡΓΩΝ ΓΡΑΜΜΑΤΙΚΟΥ bbox=[1337, 531, 1468, 582]
section-body: Κατόπιν τῶν τελευταίων πυρκαϊῶν τῶν δασῶν τὸ ὑπουργεῖον διέταξε διὰ ἐγκυκλίου τοὺς νομάρχας πρὸς τὰς ἀρχὰς νὰ ἐπαγρυπνῶσιν αὐστηρῶς τὰ περὶ αὐτονομίας τῶν δασῶν διατάξεις καὶ νὰ τιμωρῶσιν παραδειγματικῶς τοὺς παραβάτας αὐτῶν. bbox=[333, 572, 552, 665]
section-title: ΟΙ ΝΕΟΙ ΨΗΦΟΦΟΡΟΙ ΠΕΙΡΑΙΩΣ bbox=[349, 955, 536, 970]
section-subtitle: Ὑπηρέτρια κλέπτουσα 20 χιλιάδας δραχμάς bbox=[1076, 371, 1249, 400]
section-title: ΑΝΑΣΤΟΛΗ ΤΗΣ ΕΙΣΠΡΑΞΕΩΣ ΤΩΝ ΦΟΡΩΝ bbox=[341, 1124, 544, 1153]
section-subtitle: Η ΕΣΟΔΕΙΑ ΤΟΥ 1903 bbox=[840, 1032, 1005, 1049]
section-body: ΠΑΡΙΣΙΟΙ, 26 Ἰουλίου.— Μολονότι ὁ κ. Βιλλαίεβρ ἐδήλωσεν ὅτι τὸ ταξείδιον τοῦ εἰς Ἅγιον Σεβαστιανὸν δὲν ἔχει οὐδένα πολιτικὸν χαρακτῆρα ὁ ἰσπανικὸς τύπος ἀποδίδει μεγάλην σημασίαν εἰς τὴν συνάντησιν τοῦ Ἰσπανοῦ πρωθυπουργοῦ μετὰ τοῦ κ. Κομβὸν προεδρεύοντος τῆς Γαλλίας. Κατὰ τοὺς κυκλοφοροῦντας φήμας ἡ Γαλλοϊσπανικὴ συνεννόησις ἐν μιᾷ συμμαχίᾳ, θὰ ἐπιδιωχθῇ ἐν Ἁγίῳ Σεβαστιανῷ. (Ἐθν. Πρακτ.) bbox=[573, 317, 792, 475]
company-name: „ΕΛΛΗΝΙΚΗ ΣΤΑΦΙΔΙΚΗ ΕΤΑΙΡΙΑ“ bbox=[92, 236, 312, 281]
section-subtitle: ΕΙΣ ΤΗΝ ΟΙΚΙΑΝ ΤΟΥ κ. ΠΥΡΡΗ bbox=[1072, 350, 1253, 365]
section-body: Ἀπὸ τίνων ἡμερῶν ἡ περὶ τὸ Πλυγκοκουμένων συνοικία ἔτεκε ἀνάστατος. Εἰς τινα οἰκίαν τῆς ὁδοῦ Κυρίου Εὐστρατίου ὑπὸ Κυρίας, ἐν ἡ κατοικεῖ μία κυρία μετὰ τῶν δύο θυγατέρων της, ἐμφανίζεται ἐπὶ πολλὰς συνεχεῖς νύκτας ἓν λευκὸν φάντασμα, τὸ ὁποῖον προξενεῖ τρόμον εἰς τὰς κατοίκους. Ἡ κυρία τῆς οἰκίας ἐπαναλάβει ὅτι τὸ φάντασμα παρουσιάζεται καθ’ ἑκάστην νύκτα. — Πῶς εἶσαι καὶ ἐσύ; — Περίεργο πρᾶγμα! — Δὲν πιστεύεις; — Μάλιστα κέρατα. Ἔπειτα, ὁ κερμὸς τοῦ Νικολάου δὲν ἐπέρασε. Ἡ οἰκοδέσποινα μὲ ἄλλας κυρίας διαμηνύει τὴν ἀστυνομίαν. bbox=[1293, 216, 1512, 427]
section-body: Χθὲς τὴν ἑσπέραν ὁ ὑπουργὸς τῆς Δικαιοσύνης κ. Μερλόπουλος μεταβὰς εἰς τὸ ὑπουργεῖον τῶν Οἰκονομικῶν συνειργάσθη ἐπὶ ἀρκετὴν ὥραν μετὰ τοῦ πρωθυπουργοῦ κ. Ῥάλλη. Ἡ συνεργασία αὐτὴ ὡς ἐλέχθη ἀφεώρα τὸ ζήτημα τῶν δικαστικῶν μεταθέσεων, αἱ ὁποῖαι θὰ ἐπακολουθήσωσι τὰς ἤδη γενομένας. bbox=[333, 430, 552, 548]
story-continuation: ποιητικοί θεοί τῆς παλαιᾶς θρησκείας, ὥστε διὰ τὸν ὀρειβάτην ποιμένα καὶ τὸν ἀπλοϊκὸν ἀγρότην δὲν ἀπέθανεν ἡ νύμφη τῶν δασῶν καὶ ἡ Ναΐας τῆς πηγῆς, ἡ Ἀμαδρυάς προκύπτει ἀκόμη τὴν περίεργον κεφαλήν ἀπὸ τὰς κιτρίνας θυμωνίας καὶ ἡ Ἀμαδρυὰς κατοικεῖ τὰ πυκνὰ ἄλση τῶν παλαιῶν χρόνων. bbox=[92, 100, 312, 205]
thanks-body: Πρὸς τὸν Σεβαστὸν Διοικητὴν καὶ τὸ Προσωπικὸν τῆς Τραπέζης Ἐμπεδοκλέους τοὺς εἰλικρινεῖς καὶ φίλους καὶ τὸ Σεβαστὸ κοινὸν, ἐκφράζω κατ’ ὁμολογίαν ἐπὶ μου ἀπείρου εὐγνωμοσύνης, διὰ τὴν συμπάθειαν ἣν ἐπεδείξαντο ἐπὶ τῷ τραγικῷ θανάτῳ τοῦ προσφιλοῦς μοι υἱοῦ Πέτρου Μαρσέλλου. bbox=[92, 1239, 312, 1358]
section-subtitle: Ἡ χθεσινὴ ἀπαγωγὴ bbox=[1095, 913, 1230, 928]
section-body: Διαδιδόμενα ἀδέστοι πρὸς τὴν Σταφιδικὴν Τράπεζαν ἐγκυκλίως περὶ τῆς ἑρμηνείας τῶν σταφιδικῶν νόμων τοῦ νόμου περὶ τῶν τελεστερου καθορίζοντος ὅτι εἰς τὰς εὐεργεσίας τῶν πιστωτικῶν τοῦ πρακτικῶν τῶν νόμων παρόντων. bbox=[813, 1235, 1032, 1327]
column-6 bbox=[1282, 100, 1522, 2160]
section-title: ΑΙ ΜΕΤΑΡΡΥΘΜΙΣΕΙΣ ΕΝ ΤΟΥΡΚΙΑ bbox=[1065, 1044, 1260, 1078]
thanks-sign: Ἡ βαρυπενθοῦσα μήτηρ Εἰρήνη χήρα Παύλ. Μαρσέλλου bbox=[103, 1362, 301, 1388]
shoes-title: ΥΠΟΔΗΜΑΤΑ bbox=[122, 1921, 282, 1947]
signer-2: Ι. Δ. Χαραλάμπης bbox=[149, 1192, 255, 1205]
doctor-title: ΙΑΤΡΟΣ bbox=[173, 1437, 231, 1454]
signer-1: Δ. ΜΑΞΙΜΟΣ bbox=[163, 1158, 241, 1170]
section-subtitle: ΤΟΥ κ. Σ. ΒΕΖΑΝΗ bbox=[1331, 867, 1473, 884]
section-body: ΘΕΣΣΑΛΟΝΙΚΗ, 26 Ἰουλίου.— Αἱ βουλγαρικαὶ συμμορίαι ἐξακολουθοῦσι τὰς ἀσθείας αὐτῶν ἐν τῷ βιλαετίῳ Βιτωλίων. Πολλὰ εἰδέτι χωρία ἐπυρπολήθησαν. Οἱ ἐπαναστάται ἐπιβάλλουσι τοὺς χορηγοὺς ἀναγκαστικῶς εἰς τὴν ὑπηρεσίαν τοῦ Ὀθωμανικοῦ στρατοῦ. (Ἐθν. Πρακτ.) bbox=[573, 188, 792, 293]
section-body: Τηλεγραφοῦσιν ἐξ Ἀλεξανδρείας εἰς τὸν ὑπουργὸν καὶ χθὲς ἐν τῇ πόλει ἐσημειώθησαν ἡ κρούσματα πανώλους. bbox=[813, 952, 1032, 991]
section-subtitle: ΕΙΣ ΤΟ ΚΟΛΩΝΑΚΙ bbox=[1349, 157, 1456, 171]
section-title: Η ΕΜΦΑΝΙΣΙΣ ΕΝΟΣ ΦΑΝΤΑΣΜΑΤΟΣ bbox=[1310, 108, 1495, 149]
section-body: Κατὰ τὴν 1 Μαΐου ἐὰν ἐπῆλθεν ἡ Α.Σ. ὁ Μητροπολίτης Πάρου, ὅστις ἐλήφθη ὑπὸ τοῦ διατάγματος καὶ ἀπὸ σήμερον θὰ ἀναλάβῃ τὰ καθήκοντα αὐτοῦ εἰς τὴν Μητρόπολιν Θεσσαλονίκης. bbox=[1053, 1178, 1272, 1243]
section-title: Η ΑΦΙΞΙΣ ΤΟΥ ΠΡΙΓΚΗΠΟΣ ΓΕΩΡΓΙΟΥ bbox=[375, 1243, 510, 1308]
section-title: ΜΕΓΑΛΗ ΚΛΟΠΗ bbox=[1071, 318, 1254, 343]
section-title: ΑΙ ΠΥΡΚΑΙΑΙ ΤΩΝ ΔΑΣΩΝ bbox=[369, 555, 516, 570]
